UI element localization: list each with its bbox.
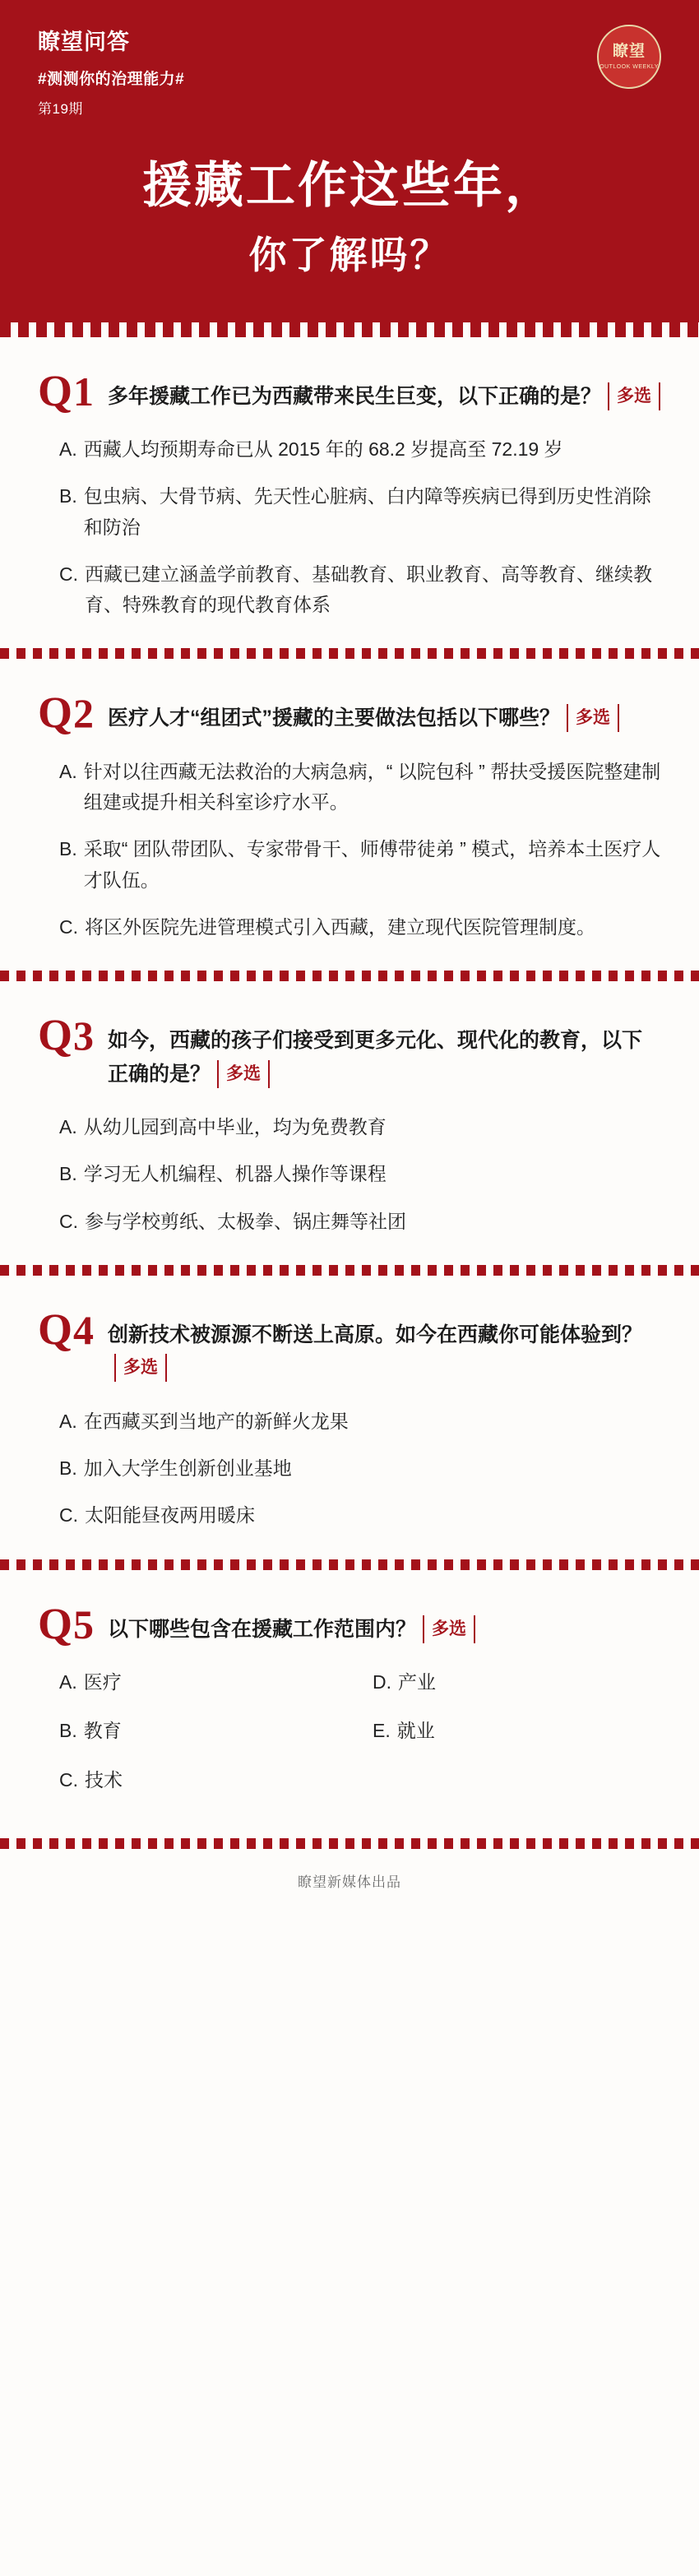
option-key: B.: [59, 485, 77, 507]
question-block-3: [0, 981, 699, 1265]
question-text-3: 如今，西藏的孩子们接受到更多元化、现代化的教育，以下正确的是？ 多选: [108, 1014, 661, 1091]
option-item[interactable]: [59, 559, 661, 621]
option-key: A.: [59, 1410, 77, 1432]
option-text: 包虫病、大骨节病、先天性心脏病、白内障等疾病已得到历史性消除和防治: [83, 485, 651, 538]
option-key: C.: [59, 1504, 78, 1527]
option-item[interactable]: [59, 1500, 661, 1531]
option-key: C.: [59, 915, 78, 938]
option-text: 教育: [83, 1720, 122, 1742]
option-key: B.: [59, 1457, 77, 1480]
question-number-3: Q3: [38, 1010, 95, 1060]
option-text: 医疗: [83, 1671, 122, 1693]
option-item[interactable]: [59, 1667, 348, 1698]
option-item[interactable]: [59, 1716, 348, 1746]
option-key: A.: [59, 1671, 77, 1693]
option-item[interactable]: [59, 1112, 661, 1142]
option-key: C.: [59, 1210, 78, 1232]
divider-dashes: [0, 648, 699, 659]
logo-english-text: OUTLOOK WEEKLY: [599, 63, 659, 70]
option-list-2: [38, 757, 661, 943]
divider-dashes: [0, 322, 699, 337]
option-item[interactable]: [59, 481, 661, 543]
option-key: A.: [59, 760, 77, 782]
question-header-3: [38, 1010, 661, 1091]
multi-select-badge-1: 多选: [608, 382, 660, 410]
poster-header: [0, 0, 699, 322]
question-text-4: 创新技术被源源不断送上高原。如今在西藏你可能体验到？多选: [108, 1309, 661, 1385]
divider-dashes: [0, 1838, 699, 1849]
option-text: 技术: [85, 1768, 123, 1791]
question-text-2: 医疗人才“组团式”援藏的主要做法包括以下哪些？ 多选: [108, 692, 661, 735]
option-key: A.: [59, 1116, 77, 1138]
question-block-2: [0, 659, 699, 971]
option-text: 产业: [398, 1671, 436, 1693]
question-header-2: [38, 688, 661, 738]
option-key: A.: [59, 438, 77, 461]
option-key: B.: [59, 838, 77, 860]
outlook-logo: [597, 25, 661, 89]
option-key: D.: [373, 1671, 391, 1693]
title-line-1: 援藏工作这些年，: [142, 159, 557, 214]
option-key: C.: [59, 1768, 78, 1791]
option-key: B.: [59, 1720, 77, 1742]
option-text: 采取“ 团队带团队、专家带骨干、师傅带徒弟 ” 模式，培养本土医疗人才队伍。: [83, 838, 661, 891]
issue-number: 第19期: [38, 101, 83, 118]
option-item[interactable]: [59, 1159, 661, 1189]
option-text: 针对以往西藏无法救治的大病急病，“ 以院包科 ” 帮扶受援医院整建制组建或提升相关科室诊疗水平。: [83, 760, 661, 813]
option-text: 西藏人均预期寿命已从 2015 年的 68.2 岁提高至 72.19 岁: [83, 438, 563, 461]
logo-chinese-text: 瞭望: [612, 43, 646, 61]
option-item[interactable]: [59, 757, 661, 818]
topic-hashtag: #测测你的治理能力#: [38, 71, 185, 89]
option-text: 在西藏买到当地产的新鲜火龙果: [83, 1410, 349, 1432]
option-item[interactable]: [59, 912, 661, 943]
option-text: 西藏已建立涵盖学前教育、基础教育、职业教育、高等教育、继续教育、特殊教育的现代教育体系: [85, 563, 652, 616]
multi-select-badge-2: 多选: [567, 704, 619, 732]
question-text-1: 多年援藏工作已为西藏带来民生巨变，以下正确的是？ 多选: [108, 370, 661, 414]
option-list-3: [38, 1112, 661, 1237]
divider-dashes: [0, 1559, 699, 1570]
option-text: 从幼儿园到高中毕业，均为免费教育: [83, 1116, 387, 1138]
question-number-1: Q1: [38, 365, 95, 415]
brand-title: 瞭望问答: [38, 30, 130, 54]
option-key: B.: [59, 1163, 77, 1185]
multi-select-badge-3: 多选: [217, 1060, 270, 1088]
multi-select-badge-4: 多选: [114, 1354, 167, 1382]
option-text: 学习无人机编程、机器人操作等课程: [83, 1163, 387, 1185]
option-text: 参与学校剪纸、太极拳、锅庄舞等社团: [85, 1210, 406, 1232]
option-text: 将区外医院先进管理模式引入西藏，建立现代医院管理制度。: [85, 915, 595, 938]
option-item[interactable]: [59, 1207, 661, 1237]
question-text-5: 以下哪些包含在援藏工作范围内？ 多选: [108, 1603, 661, 1647]
option-text: 就业: [396, 1720, 435, 1742]
question-header-1: [38, 365, 661, 415]
question-number-4: Q4: [38, 1304, 95, 1354]
title-line-2: 你了解吗？: [248, 234, 451, 277]
divider-dashes: [0, 1265, 699, 1276]
question-number-5: Q5: [38, 1598, 95, 1648]
option-list-1: [38, 434, 661, 620]
question-block-1: [0, 337, 699, 649]
option-item[interactable]: [59, 1765, 348, 1795]
option-text: 太阳能昼夜两用暖床: [85, 1504, 255, 1527]
option-item[interactable]: [59, 1406, 661, 1437]
option-item[interactable]: [373, 1667, 661, 1698]
question-number-2: Q2: [38, 688, 95, 738]
question-block-5: [0, 1570, 699, 1838]
poster-title: [38, 155, 661, 280]
divider-dashes: [0, 971, 699, 981]
footer-credit: 瞭望新媒体出品: [298, 1874, 401, 1890]
option-item[interactable]: [59, 1453, 661, 1484]
option-list-4: [38, 1406, 661, 1531]
question-header-4: [38, 1304, 661, 1385]
option-item[interactable]: [59, 834, 661, 896]
option-item[interactable]: [373, 1716, 661, 1746]
question-header-5: [38, 1598, 661, 1648]
option-list-5: [38, 1667, 661, 1810]
option-key: E.: [373, 1720, 391, 1742]
option-key: C.: [59, 563, 78, 585]
option-text: 加入大学生创新创业基地: [83, 1457, 292, 1480]
question-block-4: [0, 1276, 699, 1559]
multi-select-badge-5: 多选: [423, 1615, 475, 1643]
option-item[interactable]: [59, 434, 661, 465]
poster-footer: [0, 1849, 699, 1909]
